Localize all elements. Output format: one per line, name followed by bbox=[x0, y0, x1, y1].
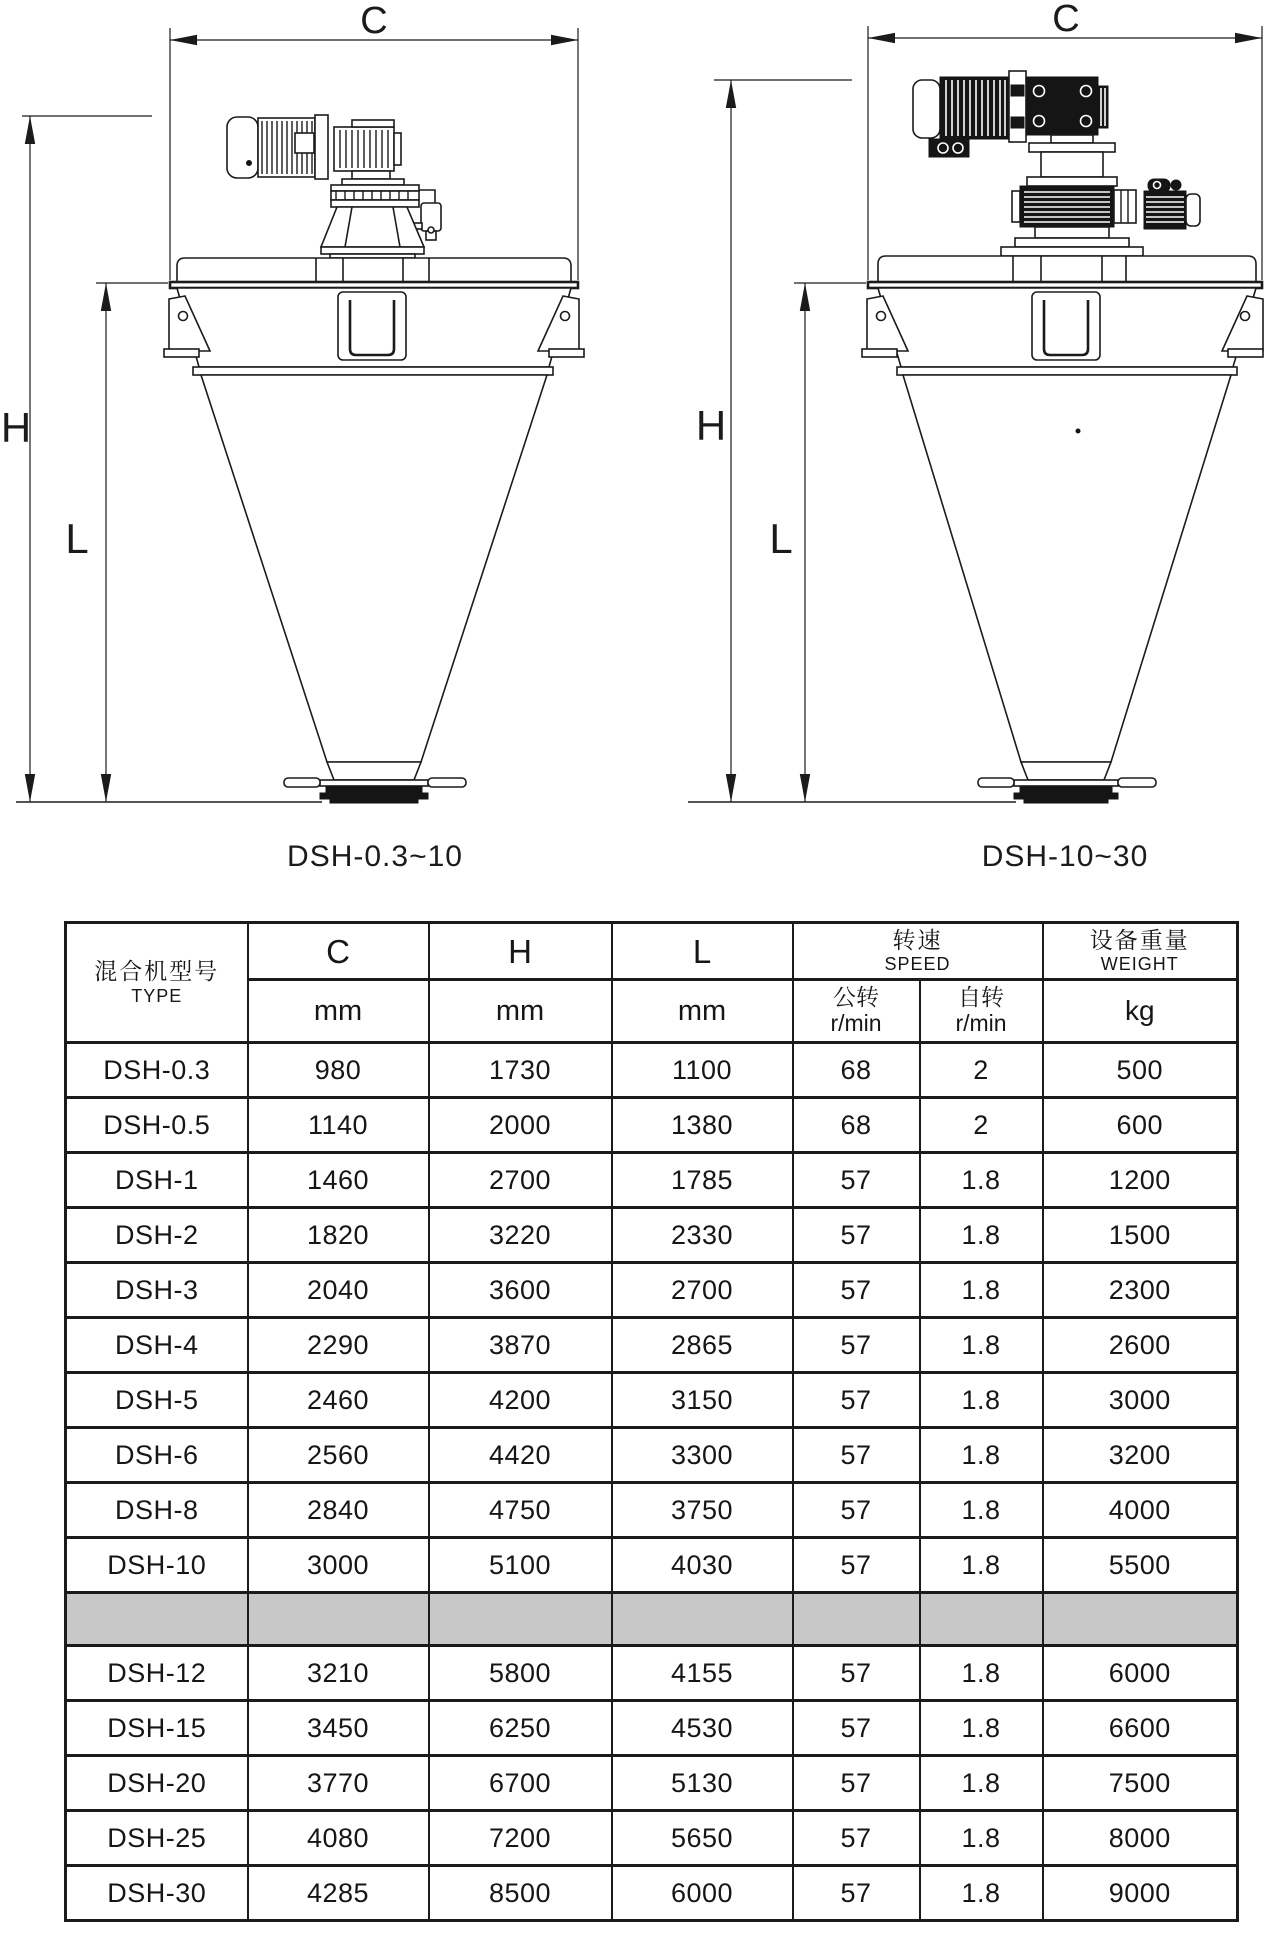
cell-c: 3210 bbox=[248, 1646, 429, 1701]
spec-table-header bbox=[66, 923, 1238, 1043]
cell-c: 1140 bbox=[248, 1098, 429, 1153]
cell-rev: 57 bbox=[793, 1866, 920, 1921]
separator-cell bbox=[429, 1593, 612, 1646]
cell-l: 4530 bbox=[612, 1701, 793, 1756]
table-row bbox=[66, 1756, 1238, 1811]
table-row bbox=[66, 1538, 1238, 1593]
cell-rot: 2 bbox=[920, 1098, 1043, 1153]
cell-weight: 600 bbox=[1043, 1098, 1238, 1153]
left-dimension-l bbox=[65, 283, 168, 802]
cell-weight: 9000 bbox=[1043, 1866, 1238, 1921]
right-motor-assembly bbox=[913, 71, 1200, 256]
cell-weight: 3000 bbox=[1043, 1373, 1238, 1428]
header-speed-cn: 转速 bbox=[892, 926, 943, 953]
cell-rot: 1.8 bbox=[920, 1701, 1043, 1756]
cell-h: 3220 bbox=[429, 1208, 612, 1263]
header-weight bbox=[1043, 923, 1238, 980]
separator-cell bbox=[1043, 1593, 1238, 1646]
cell-rot: 1.8 bbox=[920, 1208, 1043, 1263]
separator-cell bbox=[920, 1593, 1043, 1646]
cell-rev: 57 bbox=[793, 1208, 920, 1263]
cell-l: 1380 bbox=[612, 1098, 793, 1153]
dim-label-c: C bbox=[360, 0, 388, 42]
cell-h: 1730 bbox=[429, 1043, 612, 1098]
cell-weight: 1200 bbox=[1043, 1153, 1238, 1208]
cell-type: DSH-30 bbox=[66, 1866, 248, 1921]
cell-rev: 57 bbox=[793, 1318, 920, 1373]
cell-weight: 500 bbox=[1043, 1043, 1238, 1098]
cell-weight: 2600 bbox=[1043, 1318, 1238, 1373]
cell-rev: 57 bbox=[793, 1263, 920, 1318]
cell-weight: 5500 bbox=[1043, 1538, 1238, 1593]
dim-label-h: H bbox=[0, 404, 32, 451]
cell-weight: 3200 bbox=[1043, 1428, 1238, 1483]
cell-rev: 57 bbox=[793, 1153, 920, 1208]
cell-l: 1785 bbox=[612, 1153, 793, 1208]
header-weight-en: WEIGHT bbox=[1100, 954, 1179, 975]
table-row bbox=[66, 1208, 1238, 1263]
table-row bbox=[66, 1098, 1238, 1153]
cell-rot: 1.8 bbox=[920, 1263, 1043, 1318]
cell-l: 4155 bbox=[612, 1646, 793, 1701]
separator-cell bbox=[66, 1593, 248, 1646]
cell-h: 3600 bbox=[429, 1263, 612, 1318]
cell-c: 3770 bbox=[248, 1756, 429, 1811]
cell-rev: 68 bbox=[793, 1043, 920, 1098]
cell-c: 1460 bbox=[248, 1153, 429, 1208]
spec-table-container bbox=[64, 921, 1239, 1922]
header-type-en: TYPE bbox=[131, 985, 183, 1006]
cell-l: 2700 bbox=[612, 1263, 793, 1318]
cell-rot: 1.8 bbox=[920, 1483, 1043, 1538]
right-machine-diagram bbox=[688, 0, 1263, 873]
header-speed bbox=[793, 923, 1043, 980]
header-speed-en: SPEED bbox=[884, 954, 951, 975]
right-discharge-flange bbox=[978, 762, 1156, 803]
cell-weight: 7500 bbox=[1043, 1756, 1238, 1811]
right-inspection-port bbox=[1032, 292, 1100, 360]
cell-rev: 57 bbox=[793, 1538, 920, 1593]
table-row bbox=[66, 1866, 1238, 1921]
cell-l: 5650 bbox=[612, 1811, 793, 1866]
separator-row bbox=[66, 1593, 1238, 1646]
cell-rot: 1.8 bbox=[920, 1428, 1043, 1483]
cell-c: 3450 bbox=[248, 1701, 429, 1756]
cell-type: DSH-25 bbox=[66, 1811, 248, 1866]
cell-h: 4200 bbox=[429, 1373, 612, 1428]
separator-cell bbox=[612, 1593, 793, 1646]
right-dimension-h bbox=[696, 80, 852, 802]
cell-type: DSH-8 bbox=[66, 1483, 248, 1538]
cell-rot: 2 bbox=[920, 1043, 1043, 1098]
cell-c: 4285 bbox=[248, 1866, 429, 1921]
cell-rot: 1.8 bbox=[920, 1756, 1043, 1811]
cell-l: 1100 bbox=[612, 1043, 793, 1098]
cell-c: 2840 bbox=[248, 1483, 429, 1538]
cell-rev: 57 bbox=[793, 1646, 920, 1701]
cell-type: DSH-4 bbox=[66, 1318, 248, 1373]
cell-rev: 57 bbox=[793, 1756, 920, 1811]
cell-c: 2290 bbox=[248, 1318, 429, 1373]
cell-c: 2560 bbox=[248, 1428, 429, 1483]
cell-rot: 1.8 bbox=[920, 1538, 1043, 1593]
cell-weight: 1500 bbox=[1043, 1208, 1238, 1263]
left-dimension-h bbox=[1, 116, 152, 802]
table-row bbox=[66, 1153, 1238, 1208]
cell-h: 5100 bbox=[429, 1538, 612, 1593]
cell-h: 8500 bbox=[429, 1866, 612, 1921]
header-l: L bbox=[612, 923, 793, 980]
table-row bbox=[66, 1646, 1238, 1701]
left-lid bbox=[170, 258, 578, 288]
cell-rot: 1.8 bbox=[920, 1318, 1043, 1373]
spec-table bbox=[64, 921, 1239, 1922]
cell-type: DSH-6 bbox=[66, 1428, 248, 1483]
cell-weight: 6000 bbox=[1043, 1646, 1238, 1701]
cell-type: DSH-15 bbox=[66, 1701, 248, 1756]
cell-l: 2330 bbox=[612, 1208, 793, 1263]
header-c-unit: mm bbox=[248, 980, 429, 1043]
left-caption: DSH-0.3~10 bbox=[287, 840, 463, 873]
separator-cell bbox=[248, 1593, 429, 1646]
cell-rot: 1.8 bbox=[920, 1866, 1043, 1921]
cell-c: 2040 bbox=[248, 1263, 429, 1318]
cell-type: DSH-0.5 bbox=[66, 1098, 248, 1153]
dim-label-l: L bbox=[769, 515, 793, 562]
left-machine-diagram bbox=[1, 0, 584, 873]
cell-h: 6250 bbox=[429, 1701, 612, 1756]
cell-c: 4080 bbox=[248, 1811, 429, 1866]
cell-rot: 1.8 bbox=[920, 1153, 1043, 1208]
header-weight-unit: kg bbox=[1043, 980, 1238, 1043]
cell-c: 3000 bbox=[248, 1538, 429, 1593]
cell-rev: 57 bbox=[793, 1483, 920, 1538]
table-row bbox=[66, 1318, 1238, 1373]
cell-rev: 68 bbox=[793, 1098, 920, 1153]
cell-weight: 4000 bbox=[1043, 1483, 1238, 1538]
cell-weight: 8000 bbox=[1043, 1811, 1238, 1866]
cell-rev: 57 bbox=[793, 1701, 920, 1756]
cell-l: 2865 bbox=[612, 1318, 793, 1373]
cell-rev: 57 bbox=[793, 1811, 920, 1866]
cell-h: 2000 bbox=[429, 1098, 612, 1153]
cell-c: 1820 bbox=[248, 1208, 429, 1263]
cell-type: DSH-10 bbox=[66, 1538, 248, 1593]
header-h-unit: mm bbox=[429, 980, 612, 1043]
cell-l: 6000 bbox=[612, 1866, 793, 1921]
left-inspection-port bbox=[338, 292, 406, 360]
dim-label-c: C bbox=[1052, 0, 1080, 40]
header-weight-cn: 设备重量 bbox=[1089, 926, 1190, 953]
cell-h: 4750 bbox=[429, 1483, 612, 1538]
header-type bbox=[66, 923, 248, 1043]
header-speed-rot: 自转 r/min bbox=[920, 980, 1043, 1043]
right-lid bbox=[868, 256, 1262, 288]
cell-rev: 57 bbox=[793, 1373, 920, 1428]
cell-rev: 57 bbox=[793, 1428, 920, 1483]
cell-c: 2460 bbox=[248, 1373, 429, 1428]
table-row bbox=[66, 1701, 1238, 1756]
separator-cell bbox=[793, 1593, 920, 1646]
cell-type: DSH-0.3 bbox=[66, 1043, 248, 1098]
table-row bbox=[66, 1373, 1238, 1428]
left-vessel-cone bbox=[177, 288, 571, 762]
cell-type: DSH-2 bbox=[66, 1208, 248, 1263]
dim-label-l: L bbox=[65, 515, 89, 562]
table-row bbox=[66, 1483, 1238, 1538]
cell-type: DSH-12 bbox=[66, 1646, 248, 1701]
cell-rot: 1.8 bbox=[920, 1373, 1043, 1428]
cell-h: 6700 bbox=[429, 1756, 612, 1811]
spec-table-body bbox=[66, 1043, 1238, 1921]
cell-l: 3750 bbox=[612, 1483, 793, 1538]
left-motor-assembly bbox=[227, 115, 441, 258]
cell-h: 4420 bbox=[429, 1428, 612, 1483]
cell-h: 5800 bbox=[429, 1646, 612, 1701]
cell-l: 4030 bbox=[612, 1538, 793, 1593]
cell-type: DSH-1 bbox=[66, 1153, 248, 1208]
cell-type: DSH-5 bbox=[66, 1373, 248, 1428]
cell-weight: 2300 bbox=[1043, 1263, 1238, 1318]
cell-l: 3150 bbox=[612, 1373, 793, 1428]
cell-rot: 1.8 bbox=[920, 1811, 1043, 1866]
cell-h: 3870 bbox=[429, 1318, 612, 1373]
cell-c: 980 bbox=[248, 1043, 429, 1098]
cell-type: DSH-3 bbox=[66, 1263, 248, 1318]
cell-rot: 1.8 bbox=[920, 1646, 1043, 1701]
mixer-diagrams bbox=[0, 0, 1280, 905]
left-discharge-flange bbox=[284, 762, 466, 803]
header-type-cn: 混合机型号 bbox=[94, 958, 220, 985]
header-h: H bbox=[429, 923, 612, 980]
cell-l: 5130 bbox=[612, 1756, 793, 1811]
right-caption: DSH-10~30 bbox=[981, 840, 1149, 873]
table-row bbox=[66, 1428, 1238, 1483]
cell-h: 2700 bbox=[429, 1153, 612, 1208]
cell-l: 3300 bbox=[612, 1428, 793, 1483]
header-c: C bbox=[248, 923, 429, 980]
cell-type: DSH-20 bbox=[66, 1756, 248, 1811]
right-vessel-cone bbox=[878, 288, 1256, 762]
table-row bbox=[66, 1263, 1238, 1318]
header-speed-rev: 公转 r/min bbox=[793, 980, 920, 1043]
cell-h: 7200 bbox=[429, 1811, 612, 1866]
table-row bbox=[66, 1043, 1238, 1098]
header-l-unit: mm bbox=[612, 980, 793, 1043]
table-row bbox=[66, 1811, 1238, 1866]
cell-weight: 6600 bbox=[1043, 1701, 1238, 1756]
dim-label-h: H bbox=[695, 402, 727, 449]
right-dimension-l bbox=[769, 283, 866, 802]
